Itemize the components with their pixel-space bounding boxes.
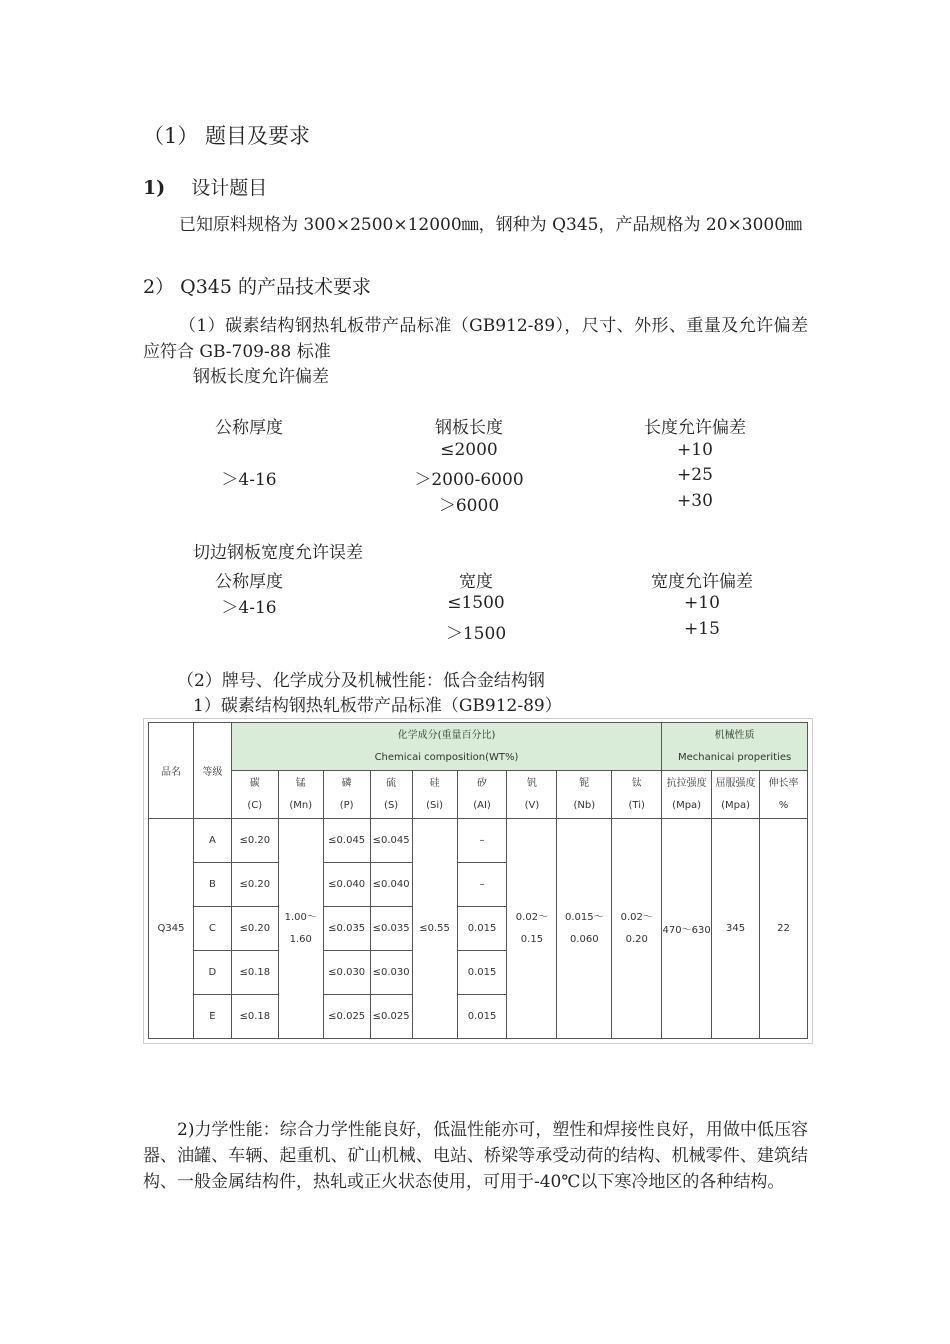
header-length-tolerance: 长度允许偏差 (644, 418, 746, 438)
al-cell: 0.015 (457, 907, 507, 951)
header-width: 宽度 (459, 572, 493, 592)
tolerance-value: +25 (677, 465, 713, 485)
thickness-value: ＞4-16 (221, 598, 277, 618)
product-cell: Q345 (149, 819, 194, 1039)
chem-header (231, 723, 661, 771)
mn-cell: 1.00～ 1.60 (278, 819, 323, 1039)
ti-cell: 0.02～ 0.20 (612, 819, 662, 1039)
tolerance-value: +15 (684, 619, 720, 639)
element-header: 矽 (AI) (457, 771, 507, 819)
section2-heading: 2） Q345 的产品技术要求 (143, 276, 372, 298)
si-cell: ≤0.55 (412, 819, 457, 1039)
v-cell: 0.02～ 0.15 (507, 819, 557, 1039)
length-row-1 (0, 440, 713, 465)
col-name-header: 品名 (149, 723, 194, 819)
requirement-2: （2）牌号、化学成分及机械性能：低合金结构钢 (177, 671, 545, 691)
al-cell: 0.015 (457, 995, 507, 1039)
chem-title: 化学成分(重量百分比) (397, 729, 496, 741)
s-cell: ≤0.025 (370, 995, 412, 1039)
grade-cell: C (193, 907, 231, 951)
mech-header-cell: 抗拉强度 (Mpa) (662, 771, 712, 819)
table-row (149, 819, 808, 863)
intro-paragraph: 已知原料规格为 300×2500×12000㎜，钢种为 Q345，产品规格为 20×3000㎜ (179, 215, 803, 235)
header-length: 钢板长度 (435, 418, 503, 438)
carbon-cell: ≤0.20 (231, 907, 278, 951)
al-cell: 0.015 (457, 951, 507, 995)
s-cell: ≤0.045 (370, 819, 412, 863)
tolerance-value: +10 (677, 440, 713, 460)
header-width-tolerance: 宽度允许偏差 (651, 572, 753, 592)
col-grade-header: 等级 (193, 723, 231, 819)
p-cell: ≤0.025 (323, 995, 370, 1039)
grade-cell: B (193, 863, 231, 907)
elongation-cell: 22 (760, 819, 808, 1039)
q345-spec-table-image (143, 718, 813, 1044)
p-cell: ≤0.040 (323, 863, 370, 907)
width-row-1 (0, 593, 720, 618)
mech-header (662, 723, 808, 771)
element-header: 钒 (V) (507, 771, 557, 819)
length-value: ≤2000 (440, 440, 498, 460)
element-header: 磷 (P) (323, 771, 370, 819)
length-table-header (0, 413, 746, 438)
element-header: 钛 (Ti) (612, 771, 662, 819)
s-cell: ≤0.035 (370, 907, 412, 951)
requirement-2-sub: 1）碳素结构钢热轧板带产品标准（GB912-89） (193, 696, 562, 716)
s-cell: ≤0.030 (370, 951, 412, 995)
page-heading: （1） 题目及要求 (143, 124, 311, 148)
element-header: 锰 (Mn) (278, 771, 323, 819)
grade-cell: E (193, 995, 231, 1039)
p-cell: ≤0.030 (323, 951, 370, 995)
element-header: 硫 (S) (370, 771, 412, 819)
length-value: ＞6000 (438, 496, 500, 516)
chem-title-en: Chemicai composition(WT%) (374, 751, 519, 763)
tolerance-value: +10 (684, 593, 720, 613)
width-value: ＞1500 (445, 624, 507, 644)
width-value: ≤1500 (447, 593, 505, 613)
element-header: 硅 (Si) (412, 771, 457, 819)
nb-cell: 0.015～ 0.060 (557, 819, 612, 1039)
thickness-value: ＞4-16 (221, 470, 277, 490)
width-table-header (0, 567, 753, 592)
header-thickness: 公称厚度 (215, 572, 283, 592)
width-table-caption: 切边钢板宽度允许误差 (193, 543, 363, 563)
element-header: 碳 (C) (231, 771, 278, 819)
p-cell: ≤0.035 (323, 907, 370, 951)
q345-spec-table (148, 722, 808, 1039)
header-thickness: 公称厚度 (215, 418, 283, 438)
grade-cell: D (193, 951, 231, 995)
s-cell: ≤0.040 (370, 863, 412, 907)
carbon-cell: ≤0.18 (231, 995, 278, 1039)
tensile-cell: 470～630 (662, 819, 712, 1039)
mech-header-cell: 伸长率 % (760, 771, 808, 819)
section1-heading (143, 173, 267, 200)
carbon-cell: ≤0.18 (231, 951, 278, 995)
length-value: ＞2000-6000 (414, 470, 524, 490)
length-table-caption: 钢板长度允许偏差 (193, 367, 329, 387)
al-cell: – (457, 863, 507, 907)
mechanical-properties-paragraph: 2)力学性能：综合力学性能良好，低温性能亦可，塑性和焊接性良好，用做中低压容器、油罐、车辆、起重机、矿山机械、电站、桥梁等承受动荷的结构、机械零件、建筑结构、一般金属结构件，热轧或正火状态使用，可用于-40℃以下寒冷地区的各种结构。 (143, 1120, 808, 1192)
section1-title: 设计题目 (191, 177, 268, 199)
mech-title-en: Mechanicai properities (677, 751, 792, 763)
grade-cell: A (193, 819, 231, 863)
length-row-2 (0, 465, 713, 490)
requirement-1: （1）碳素结构钢热轧板带产品标准（GB912-89），尺寸、外形、重量及允许偏差应符合 GB-709-88 标准 (143, 316, 808, 362)
length-row-3 (0, 491, 713, 516)
section1-number: 1) (143, 177, 166, 199)
width-row-2 (0, 619, 720, 644)
mech-title: 机械性质 (714, 729, 755, 741)
carbon-cell: ≤0.20 (231, 819, 278, 863)
al-cell: – (457, 819, 507, 863)
p-cell: ≤0.045 (323, 819, 370, 863)
tolerance-value: +30 (677, 491, 713, 511)
mech-header-cell: 屈服强度 (Mpa) (712, 771, 760, 819)
element-header: 铌 (Nb) (557, 771, 612, 819)
yield-cell: 345 (712, 819, 760, 1039)
carbon-cell: ≤0.20 (231, 863, 278, 907)
